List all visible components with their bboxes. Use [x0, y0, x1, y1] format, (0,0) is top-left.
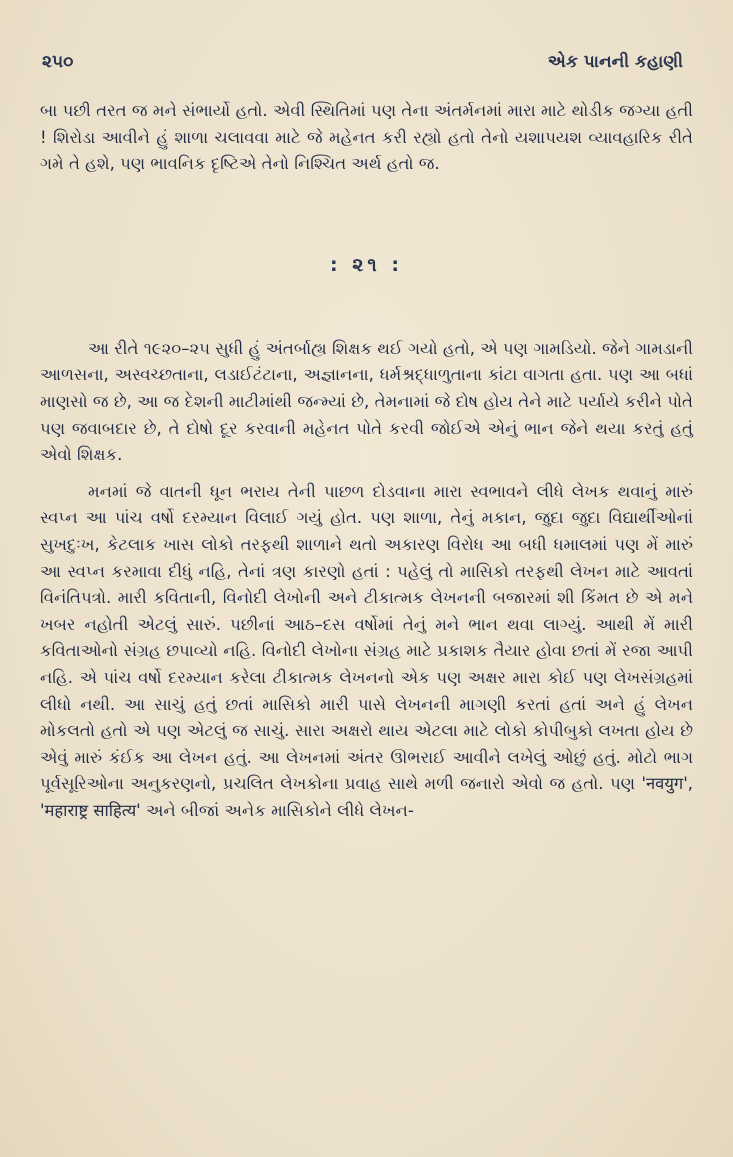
- page-header: [40, 52, 693, 88]
- chapter-heading: : ૨૧ :: [330, 253, 403, 276]
- paragraph: બા પછી તરત જ મને સંભાર્યો હતો. એવી સ્થિતિમાં પણ તેના અંતર્મનમાં મારા માટે થોડીક જગ્યા હતી ! શિરોડા આવીને હું શાળા ચલાવવા માટે જે મહેનત કરી રહ્યો હતો તેનો યશાપયશ વ્યાવહારિક રીતે ગમે તે હશે, પણ ભાવનિક દૃષ્ટિએ તેનો નિશ્ચિત અર્થ હતો જ.: [40, 101, 693, 174]
- page-number: ૨૫૦: [42, 52, 74, 72]
- paragraph: આ રીતે ૧૯૨૦–૨૫ સુધી હું અંતર્બાહ્ય શિક્ષક થઈ ગયો હતો, એ પણ ગામડિયો. જેને ગામડાની આળસના, અસ્વચ્છતાના, લડાઈટંટાના, અજ્ઞાનના, ધર્મશ્રદ્ધાળુતાના કાંટા વાગતા હતા. પણ આ બધાં માણસો જ છે, આ જ દેશની માટીમાંથી જન્મ્યાં છે, તેમનામાં જે દોષ હોય તેને માટે પર્યાયે કરીને પોતે પણ જવાબદાર છે, તે દોષો દૂર કરવાની મહેનત પોતે કરવી જોઈએ એનું ભાન જેને થયા કરતું હતું એવો શિક્ષક.: [40, 338, 693, 465]
- paragraph: મનમાં જે વાતની ધૂન ભરાય તેની પાછળ દોડવાના મારા સ્વભાવને લીધે લેખક થવાનું મારું સ્વપ્ન આ પાંચ વર્ષો દરમ્યાન વિલાઈ ગયું હોત. પણ શાળા, તેનું મકાન, જુદા જુદા વિદ્યાર્થીઓનાં સુખદુઃખ, કેટલાક ખાસ લોકો તરફથી શાળાને થતો અકારણ વિરોધ આ બધી ધમાલમાં પણ મેં મારું આ સ્વપ્ન કરમાવા દીધું નહિ, તેનાં ત્રણ કારણો હતાં : પહેલું તો માસિકો તરફથી લેખન માટે આવતાં વિનંતિપત્રો. મારી કવિતાની, વિનોદી લેખોની અને ટીકાત્મક લેખનની બજારમાં શી કિંમત છે એ મને ખબર નહોતી એટલું સારું. પછીનાં આઠ–દસ વર્ષોમાં તેનું મને ભાન થવા લાગ્યું. આથી મેં મારી કવિતાઓનો સંગ્રહ છપાવ્યો નહિ. વિનોદી લેખોના સંગ્રહ માટે પ્રકાશક તૈયાર હોવા છતાં મેં રજા આપી નહિ. એ પાંચ વર્ષો દરમ્યાન કરેલા ટીકાત્મક લેખનનો એક પણ અક્ષર મારા કોઈ પણ લેખસંગ્રહમાં લીધો નથી. આ સાચું હતું છતાં માસિકો મારી પાસે લેખનની માગણી કરતાં હતાં અને હું લેખન મોકલતો હતો એ પણ એટલું જ સાચું. સારા અક્ષરો થાય એટલા માટે લોકો કોપીબુકો લખતા હોય છે એવું મારું કંઈક આ લેખન હતું. આ લેખનમાં અંતર ઊભરાઈ આવીને લખેલું ઓછું હતું. મોટો ભાગ પૂર્વસૂરિઓના અનુકરણનો, પ્રચલિત લેખકોના પ્રવાહ સાથે મળી જનારો એવો જ હતો. પણ 'नवयुग', 'महाराष्ट्र साहित्य' અને બીજાં અનેક માસિકોને લીધે લેખન-: [40, 481, 693, 820]
- running-head: એક પાનની કહાણી: [547, 52, 683, 72]
